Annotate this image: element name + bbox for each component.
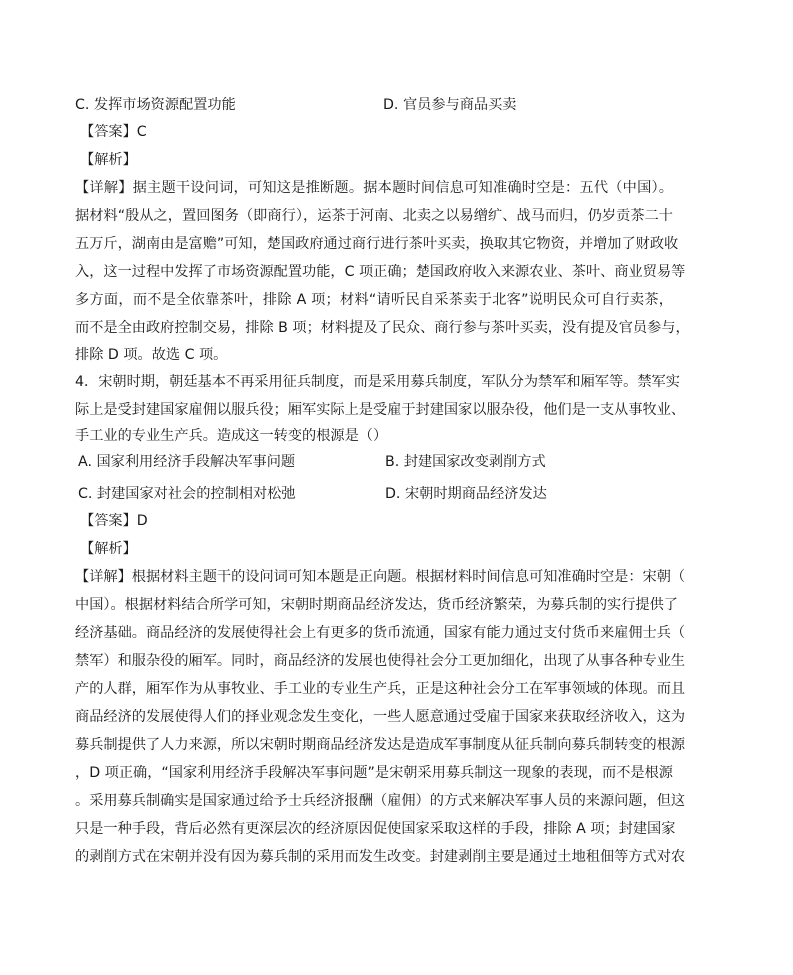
q4-stem-line: 手工业的专业生产兵。造成这一转变的根源是（） bbox=[75, 428, 388, 444]
q4-detail-line: 商品经济的发展使得人们的择业观念发生变化，一些人愿意通过受雇于国家来获取经济收入，这为 bbox=[75, 709, 686, 725]
q4-stem-line: 4．宋朝时期，朝廷基本不再采用征兵制度，而是采用募兵制度，军队分为禁军和厢军等。禁军实 bbox=[75, 374, 680, 390]
q4-detail-line: 禁军）和服杂役的厢军。同时，商品经济的发展也使得社会分工更加细化，出现了从事各种专业生 bbox=[75, 653, 686, 669]
q4-detail-line: 募兵制提供了人力来源，所以宋朝时期商品经济发达是造成军事制度从征兵制向募兵制转变的根源 bbox=[75, 737, 686, 753]
q4-option-a: A. 国家利用经济手段解决军事问题 bbox=[78, 454, 296, 470]
q3-detail-line: 而不是全由政府控制交易，排除 B 项；材料提及了民众、商行参与茶叶买卖，没有提及官员参与， bbox=[75, 320, 690, 336]
q3-detail-line: 排除 D 项。故选 C 项。 bbox=[75, 347, 228, 363]
q4-detail-line: 只是一种手段，背后必然有更深层次的经济原因促使国家采取这样的手段，排除 A 项；封建国家 bbox=[75, 821, 676, 837]
q3-detail-line: 入，这一过程中发挥了市场资源配置功能，C 项正确；楚国政府收入来源农业、茶叶、商业贸易等 bbox=[75, 264, 686, 280]
q4-option-c: C. 封建国家对社会的控制相对松弛 bbox=[78, 486, 296, 502]
q4-detail-line: 产的人群，厢军作为从事牧业、手工业的专业生产兵，正是这种社会分工在军事领域的体现。而且 bbox=[75, 681, 686, 697]
q3-detail-line: 多方面，而不是全依靠茶叶，排除 A 项；材料“请听民自采茶卖于北客”说明民众可自行卖茶， bbox=[75, 292, 673, 308]
q4-detail-line: 经济基础。商品经济的发展使得社会上有更多的货币流通，国家有能力通过支付货币来雇佣士兵（ bbox=[75, 625, 686, 641]
q4-option-b: B. 封建国家改变剥削方式 bbox=[385, 454, 546, 470]
q4-option-d: D. 宋朝时期商品经济发达 bbox=[385, 486, 547, 502]
q4-detail-line: 【详解】根据材料主题干的设问词可知本题是正向题。根据材料时间信息可知准确时空是：宋朝（ bbox=[75, 569, 686, 585]
q4-stem-line: 际上是受封建国家雇佣以服兵役；厢军实际上是受雇于封建国家以服杂役，他们是一支从事牧业、 bbox=[75, 402, 686, 418]
q4-analysis-heading: 【解析】 bbox=[80, 541, 137, 557]
q3-detail-line: 【详解】据主题干设问词，可知这是推断题。据本题时间信息可知准确时空是：五代（中国）。 bbox=[75, 180, 673, 196]
q3-analysis-heading: 【解析】 bbox=[80, 152, 137, 168]
q3-answer: 【答案】C bbox=[80, 124, 147, 140]
q4-answer: 【答案】D bbox=[80, 513, 148, 529]
q4-detail-line: 中国）。根据材料结合所学可知，宋朝时期商品经济发达，货币经济繁荣，为募兵制的实行提供了 bbox=[75, 597, 678, 613]
q4-detail-line: ，D 项正确，“国家利用经济手段解决军事问题”是宋朝采用募兵制这一现象的表现，而不是根源 bbox=[75, 765, 673, 781]
q3-option-c: C. 发挥市场资源配置功能 bbox=[75, 97, 236, 113]
q4-detail-line: 的剥削方式在宋朝并没有因为募兵制的采用而发生改变。封建剥削主要是通过土地租佃等方式对农 bbox=[75, 849, 686, 865]
q4-detail-line: 。采用募兵制确实是国家通过给予士兵经济报酬（雇佣）的方式来解决军事人员的来源问题，但这 bbox=[75, 793, 686, 809]
q3-detail-line: 五万斤，湖南由是富赡”可知，楚国政府通过商行进行茶叶买卖，换取其它物资，并增加了财政收 bbox=[75, 236, 679, 252]
q3-option-d: D. 官员参与商品买卖 bbox=[383, 97, 517, 113]
q3-detail-line: 据材料“殷从之，置回图务（即商行），运茶于河南、北卖之以易缯纩、战马而归，仍岁贡茶二十 bbox=[75, 208, 673, 224]
